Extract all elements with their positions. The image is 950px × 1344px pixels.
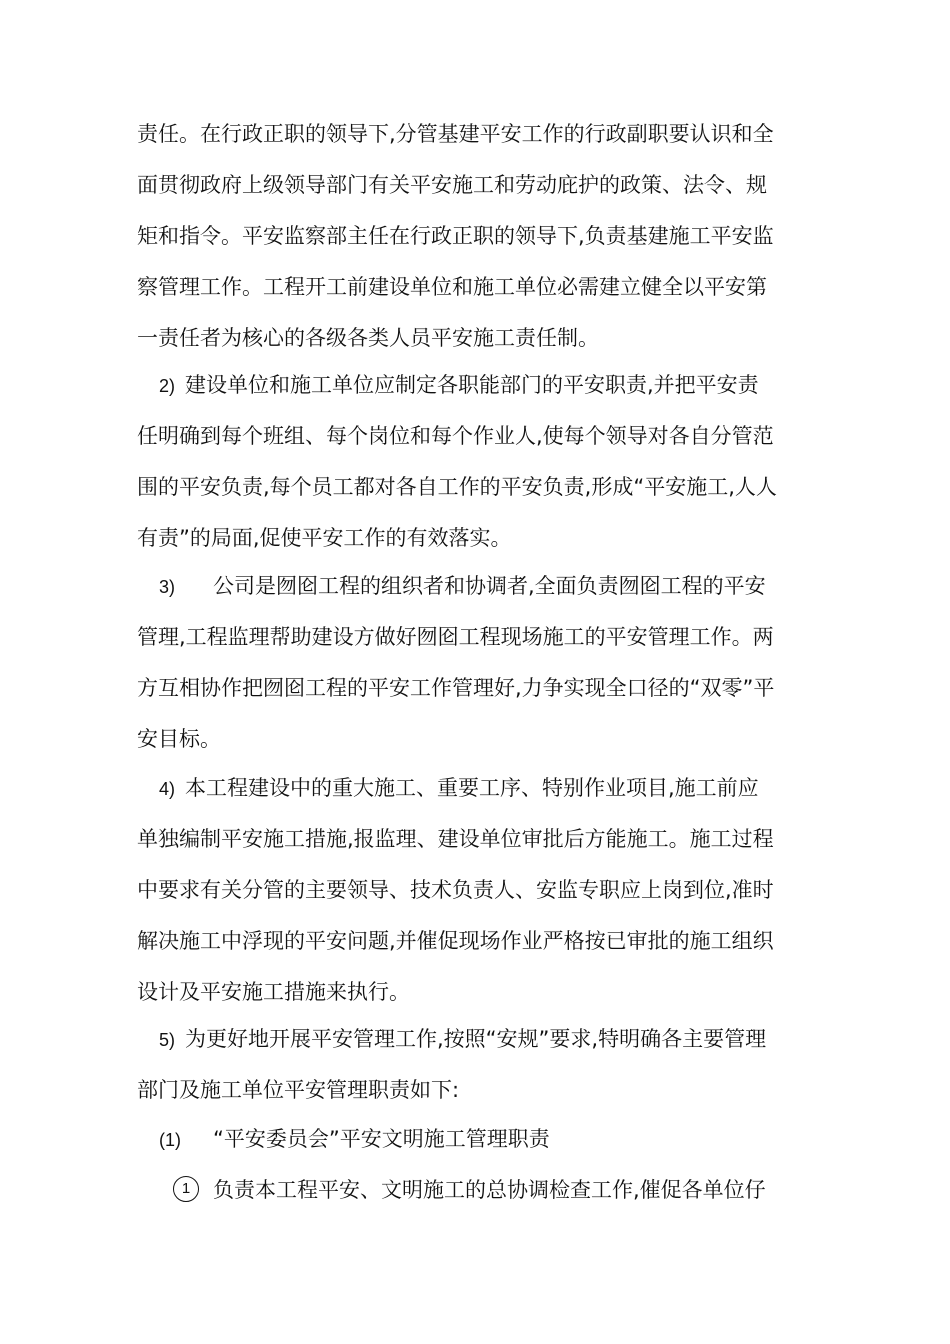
paragraph-4 (137, 763, 819, 1018)
text-line (137, 763, 819, 814)
paragraph-3 (137, 561, 819, 765)
text-run: 建设单位和施工单位应制定各职能部门的平安职责,并把平安责 (185, 373, 759, 397)
paragraph-2 (137, 360, 819, 564)
list-item (137, 1165, 819, 1216)
text-line: 责任。在行政正职的领导下,分管基建平安工作的行政副职要认识和全 (137, 122, 774, 146)
paragraph-5 (137, 1014, 819, 1116)
text-run: 本工程建设中的重大施工、重要工序、特别作业项目,施工前应 (185, 776, 759, 800)
text-run: 为更好地开展平安管理工作,按照“安规”要求,特明确各主要管理 (185, 1027, 767, 1051)
text-line (137, 1014, 819, 1065)
text-line (137, 1165, 819, 1216)
text-line: 方互相协作把囫囵工程的平安工作管理好,力争实现全口径的“双零”平 (137, 676, 775, 700)
text-line: 面贯彻政府上级领导部门有关平安施工和劳动庇护的政策、法令、规 (137, 173, 767, 197)
text-line: 管理,工程监理帮助建设方做好囫囵工程现场施工的平安管理工作。两 (137, 625, 774, 649)
paragraph-1 (137, 109, 819, 364)
text-line: 解决施工中浮现的平安问题,并催促现场作业严格按已审批的施工组织 (137, 929, 774, 953)
text-line: 有责”的局面,促使平安工作的有效落实。 (137, 526, 512, 550)
section-heading (137, 1114, 819, 1165)
text-run: 公司是囫囵工程的组织者和协调者,全面负责囫囵工程的平安 (213, 574, 766, 598)
text-line: 中要求有关分管的主要领导、技术负责人、安监专职应上岗到位,准时 (137, 878, 774, 902)
list-number: 2) (159, 376, 176, 396)
text-line (137, 360, 819, 411)
text-line: 部门及施工单位平安管理职责如下: (137, 1078, 460, 1102)
list-number: 3) (159, 577, 176, 597)
text-line: 设计及平安施工措施来执行。 (137, 980, 410, 1004)
text-line: 任明确到每个班组、每个岗位和每个作业人,使每个领导对各自分管范 (137, 424, 774, 448)
list-number: 5) (159, 1030, 176, 1050)
heading-number: (1) (159, 1130, 181, 1150)
text-line: 察管理工作。工程开工前建设单位和施工单位必需建立健全以平安第 (137, 275, 767, 299)
circled-number: 1 (173, 1176, 199, 1202)
list-number: 4) (159, 779, 176, 799)
text-line: 一责任者为核心的各级各类人员平安施工责任制。 (137, 326, 599, 350)
text-line (137, 1114, 819, 1165)
heading-text: “平安委员会”平安文明施工管理职责 (213, 1127, 550, 1151)
text-run: 负责本工程平安、文明施工的总协调检查工作,催促各单位仔 (213, 1178, 766, 1202)
text-line: 单独编制平安施工措施,报监理、建设单位审批后方能施工。施工过程 (137, 827, 774, 851)
text-line (137, 561, 819, 612)
text-line: 围的平安负责,每个员工都对各自工作的平安负责,形成“平安施工,人人 (137, 475, 777, 499)
text-line: 矩和指令。平安监察部主任在行政正职的领导下,负责基建施工平安监 (137, 224, 774, 248)
text-line: 安目标。 (137, 727, 221, 751)
